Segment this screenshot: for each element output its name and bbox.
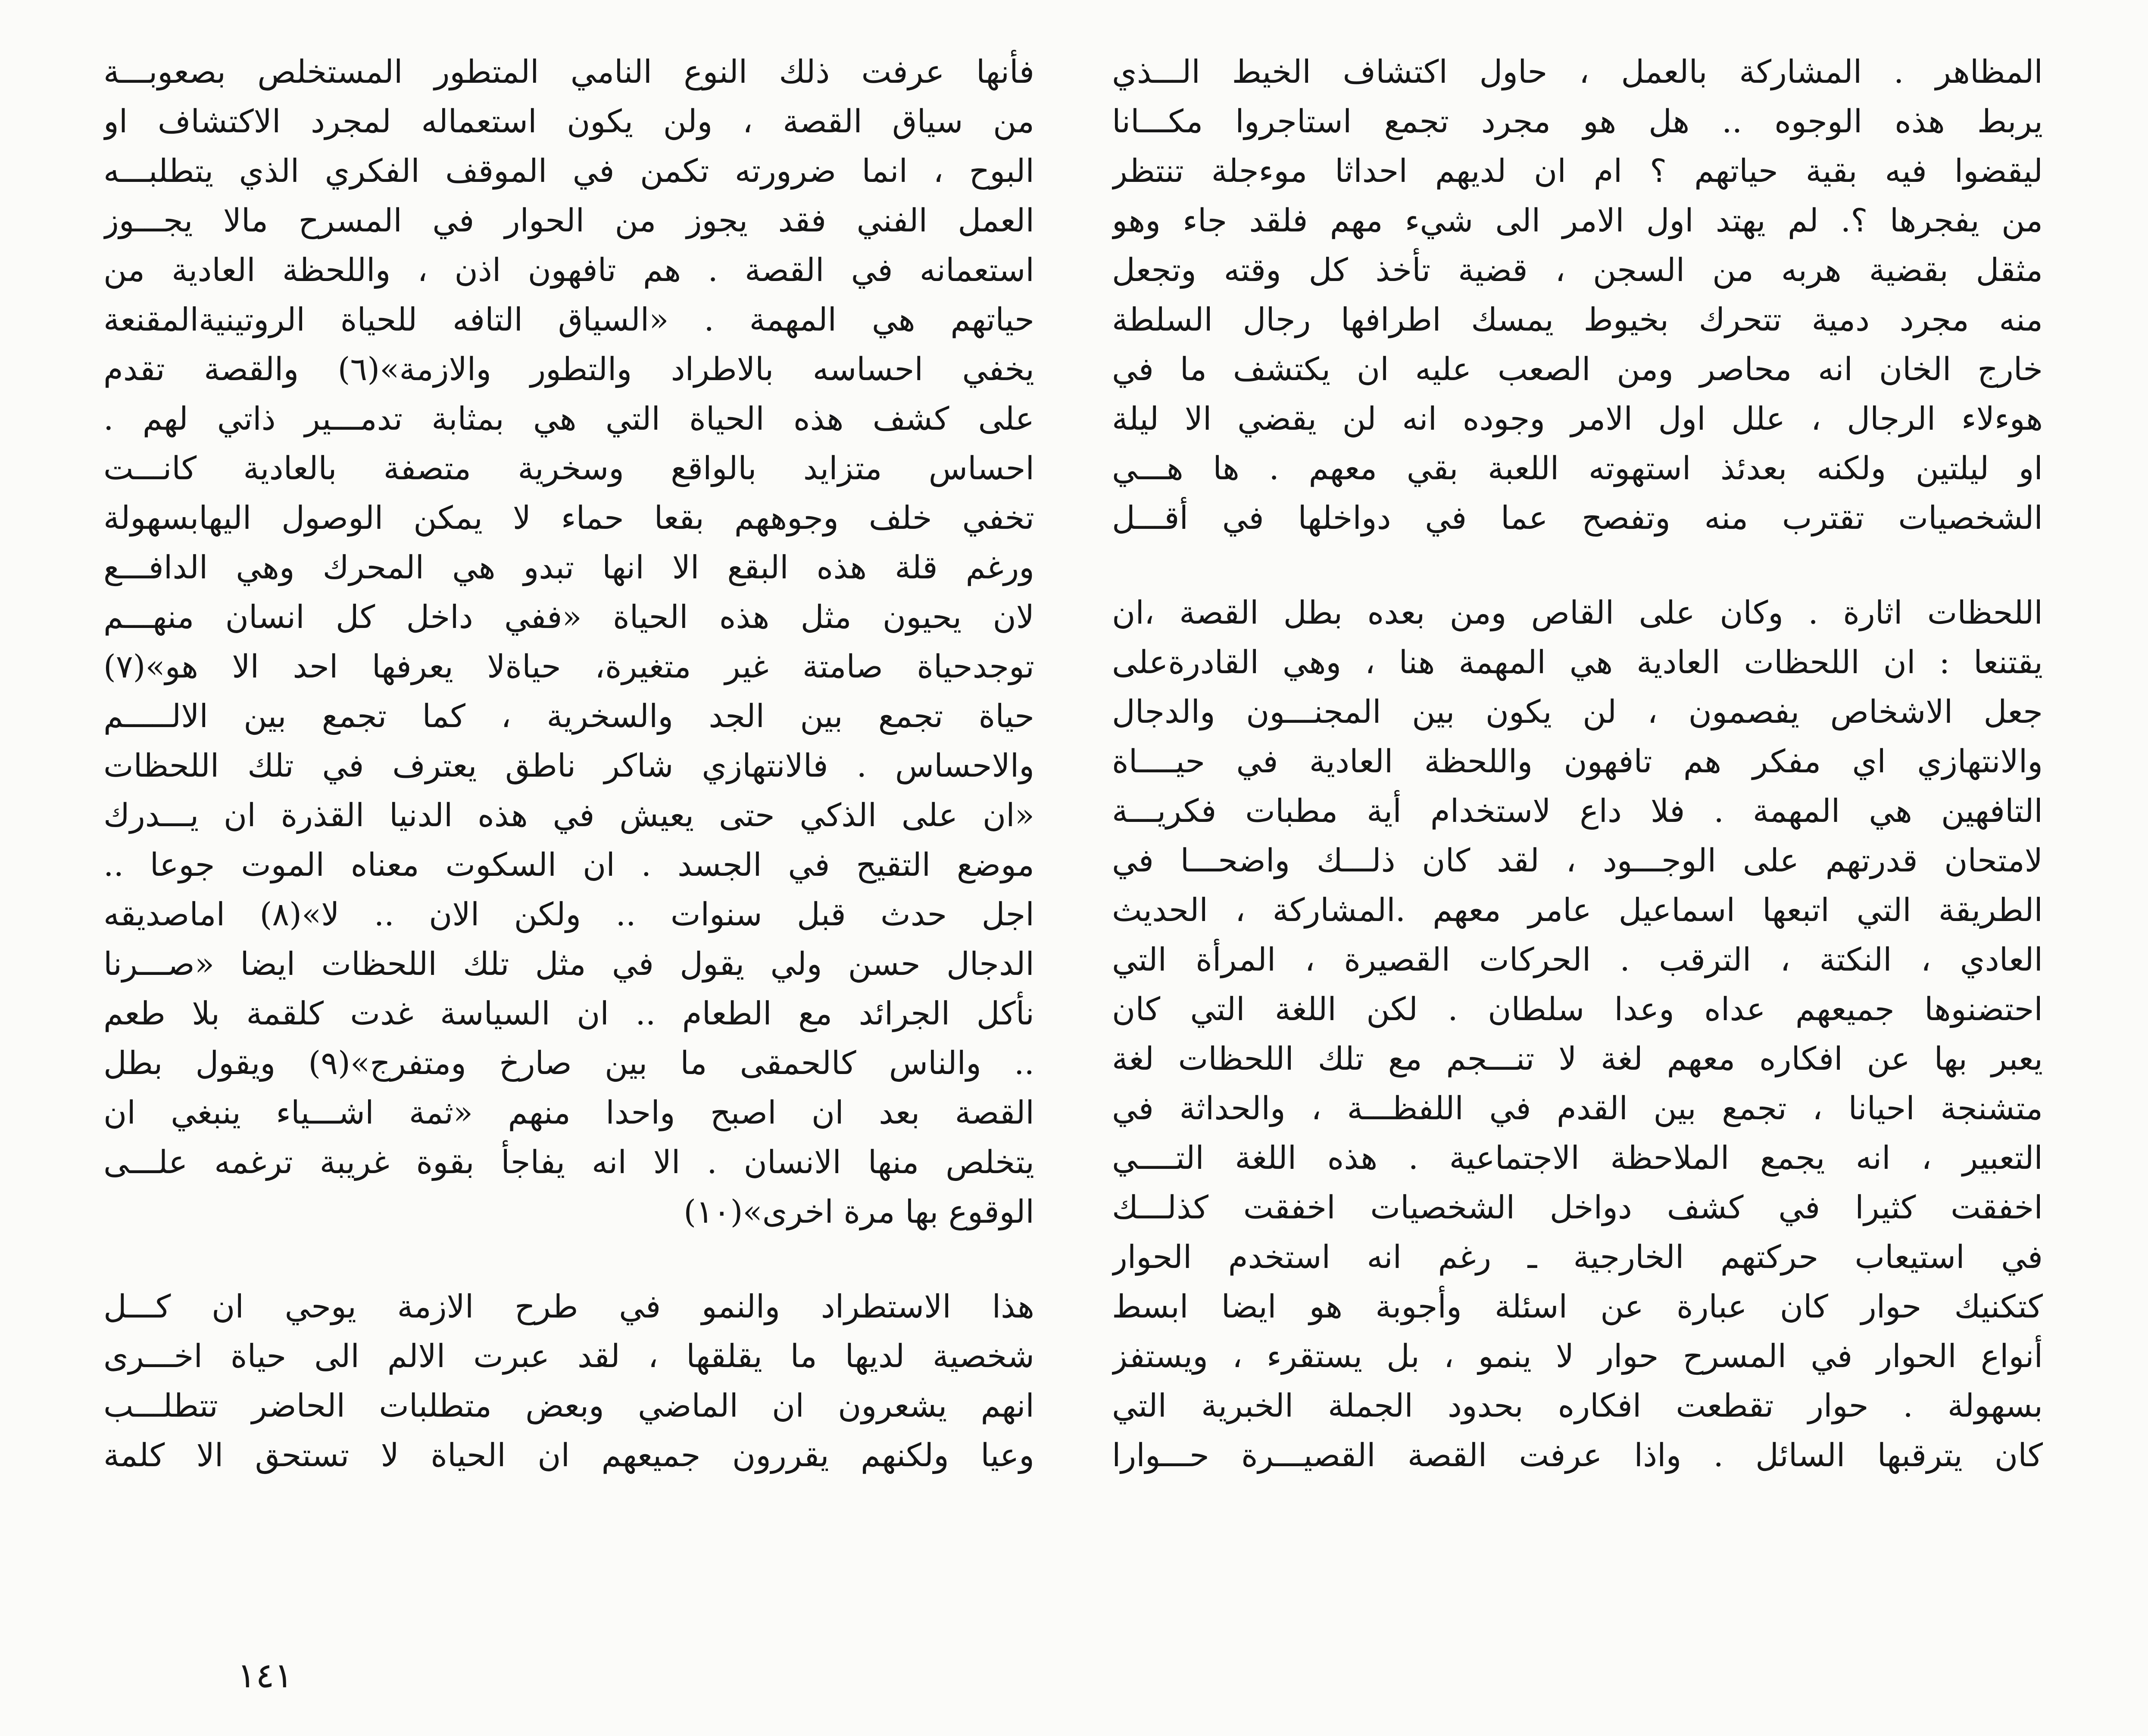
paragraph-spacer xyxy=(1112,543,2043,588)
text-line: انهم يشعرون ان الماضي وبعض متطلبات الحاضر تتطلـــب xyxy=(103,1387,1034,1424)
text-line: وعيا ولكنهم يقررون جميعهم ان الحياة لا تستحق الا كلمة xyxy=(103,1437,1034,1474)
text-line: متشنجة احيانا ، تجمع بين القدم في اللفظـــة ، والحداثة في xyxy=(1112,1090,2043,1127)
text-line: يتخلص منها الانسان . الا انه يفاجأ بقوة غريبة ترغمه علـــى xyxy=(103,1144,1034,1181)
text-line: العمل الفني فقد يجوز من الحوار في المسرح مالا يجـــوز xyxy=(103,202,1034,239)
text-line: العادي ، النكتة ، الترقب . الحركات القصيرة ، المرأة التي xyxy=(1112,941,2043,978)
paragraph xyxy=(1112,588,2043,1480)
text-line: الطريقة التي اتبعها اسماعيل عامر معهم .المشاركة ، الحديث xyxy=(1112,892,2043,929)
text-line: المظاهر . المشاركة بالعمل ، حاول اكتشاف الخيط الـــذي xyxy=(1112,53,2043,91)
text-line: احتضنوها جميعهم عداه وعدا سلطان . لكن اللغة التي كان xyxy=(1112,991,2043,1028)
text-line: يقتنعا : ان اللحظات العادية هي المهمة هنا ، وهي القادرةعلى xyxy=(1112,644,2043,681)
text-line: في استيعاب حركتهم الخارجية ـ رغم انه استخدم الحوار xyxy=(1112,1239,2043,1276)
text-line: احساس متزايد بالواقع وسخرية متصفة بالعادية كانـــت xyxy=(103,450,1034,487)
text-line: استعمانه في القصة . هم تافهون اذن ، واللحظة العادية من xyxy=(103,252,1034,289)
text-line: .. والناس كالحمقى ما بين صارخ ومتفرج»(٩) ويقول بطل xyxy=(103,1045,1034,1082)
text-line: التعبير ، انه يجمع الملاحظة الاجتماعية . هذه اللغة التــــي xyxy=(1112,1140,2043,1177)
text-line: او ليلتين ولكنه بعدئذ استهوته اللعبة بقي معهم . ها هـــي xyxy=(1112,450,2043,487)
page-number: ١٤١ xyxy=(237,1655,293,1695)
text-line: حياة تجمع بين الجد والسخرية ، كما تجمع بين الالـــــم xyxy=(103,698,1034,735)
text-line: فأنها عرفت ذلك النوع النامي المتطور المستخلص بصعوبـــة xyxy=(103,53,1034,91)
left-text-column xyxy=(103,47,1034,1480)
text-line: والانتهازي اي مفكر هم تافهون واللحظة العادية في حيــــاة xyxy=(1112,743,2043,780)
text-line: يربط هذه الوجوه .. هل هو مجرد تجمع استاجروا مكـــانا xyxy=(1112,103,2043,140)
text-line: البوح ، انما ضرورته تكمن في الموقف الفكري الذي يتطلبـــه xyxy=(103,153,1034,190)
paragraph xyxy=(1112,47,2043,543)
right-text-column xyxy=(1112,47,2043,1480)
text-line: يعبر بها عن افكاره معهم لغة لا تنـــجم مع تلك اللحظات لغة xyxy=(1112,1040,2043,1077)
text-line: التافهين هي المهمة . فلا داع لاستخدام أية مطبات فكريـــة xyxy=(1112,793,2043,830)
paragraph xyxy=(103,47,1034,1237)
text-line: كان يترقبها السائل . واذا عرفت القصة القصيـــرة حـــوارا xyxy=(1112,1437,2043,1474)
text-line: أنواع الحوار في المسرح حوار لا ينمو ، بل يستقرء ، ويستفز xyxy=(1112,1338,2043,1375)
text-line: موضع التقيح في الجسد . ان السكوت معناه الموت جوعا .. xyxy=(103,846,1034,884)
text-line: يخفي احساسه بالاطراد والتطور والازمة»(٦) والقصة تقدم xyxy=(103,351,1034,388)
text-line: الوقوع بها مرة اخرى»(١٠) xyxy=(684,1193,1034,1230)
paragraph-spacer xyxy=(103,1237,1034,1282)
text-line: توجدحياة صامتة غير متغيرة، حياةلا يعرفها احد الا هو»(٧) xyxy=(103,648,1034,685)
text-line: كتكنيك حوار كان عبارة عن اسئلة وأجوبة هو ايضا ابسط xyxy=(1112,1288,2043,1325)
text-line: اللحظات اثارة . وكان على القاص ومن بعده بطل القصة ،ان xyxy=(1112,594,2043,631)
text-line: هوءلاء الرجال ، علل اول الامر وجوده انه لن يقضي الا ليلة xyxy=(1112,400,2043,437)
text-line: منه مجرد دمية تتحرك بخيوط يمسك اطرافها رجال السلطة xyxy=(1112,301,2043,338)
text-line: ورغم قلة هذه البقع الا انها تبدو هي المحرك وهي الدافـــع xyxy=(103,549,1034,586)
text-line: «ان على الذكي حتى يعيش في هذه الدنيا القذرة ان يـــدرك xyxy=(103,797,1034,834)
text-line: لان يحيون مثل هذه الحياة «ففي داخل كل انسان منهـــم xyxy=(103,599,1034,636)
text-line: خارج الخان انه محاصر ومن الصعب عليه ان يكتشف ما في xyxy=(1112,351,2043,388)
text-line: الشخصيات تقترب منه وتفصح عما في دواخلها في أقـــل xyxy=(1112,500,2043,537)
text-line: القصة بعد ان اصبح واحدا منهم «ثمة اشـــياء ينبغي ان xyxy=(103,1094,1034,1131)
paragraph xyxy=(103,1282,1034,1480)
text-line: مثقل بقضية هربه من السجن ، قضية تأخذ كل وقته وتجعل xyxy=(1112,252,2043,289)
text-line: من سياق القصة ، ولن يكون استعماله لمجرد الاكتشاف او xyxy=(103,103,1034,140)
text-line: والاحساس . فالانتهازي شاكر ناطق يعترف في تلك اللحظات xyxy=(103,747,1034,784)
text-line: نأكل الجرائد مع الطعام .. ان السياسة غدت كلقمة بلا طعم xyxy=(103,995,1034,1032)
text-line: بسهولة . حوار تقطعت افكاره بحدود الجملة الخبرية التي xyxy=(1112,1387,2043,1424)
text-line: شخصية لديها ما يقلقها ، لقد عبرت الالم الى حياة اخـــرى xyxy=(103,1338,1034,1375)
text-line: من يفجرها ؟. لم يهتد اول الامر الى شيء مهم فلقد جاء وهو xyxy=(1112,202,2043,239)
text-line: تخفي خلف وجوههم بقعا حماء لا يمكن الوصول اليهابسهولة xyxy=(103,500,1034,537)
text-line: ليقضوا فيه بقية حياتهم ؟ ام ان لديهم احداثا موءجلة تنتظر xyxy=(1112,153,2043,190)
text-line: الدجال حسن ولي يقول في مثل تلك اللحظات ايضا «صـــرنا xyxy=(103,946,1034,983)
text-line: حياتهم هي المهمة . «السياق التافه للحياة الروتينيةالمقنعة xyxy=(103,301,1034,338)
text-line: هذا الاستطراد والنمو في طرح الازمة يوحي ان كـــل xyxy=(103,1288,1034,1325)
text-line: على كشف هذه الحياة التي هي بمثابة تدمـــير ذاتي لهم . xyxy=(103,400,1034,437)
text-line: جعل الاشخاص يفصمون ، لن يكون بين المجنـــون والدجال xyxy=(1112,693,2043,731)
text-line: لامتحان قدرتهم على الوجـــود ، لقد كان ذلـــك واضحـــا في xyxy=(1112,842,2043,879)
text-line: اخفقت كثيرا في كشف دواخل الشخصيات اخفقت كذلـــك xyxy=(1112,1189,2043,1226)
text-line: اجل حدث قبل سنوات .. ولكن الان .. لا»(٨) اماصديقه xyxy=(103,896,1034,933)
